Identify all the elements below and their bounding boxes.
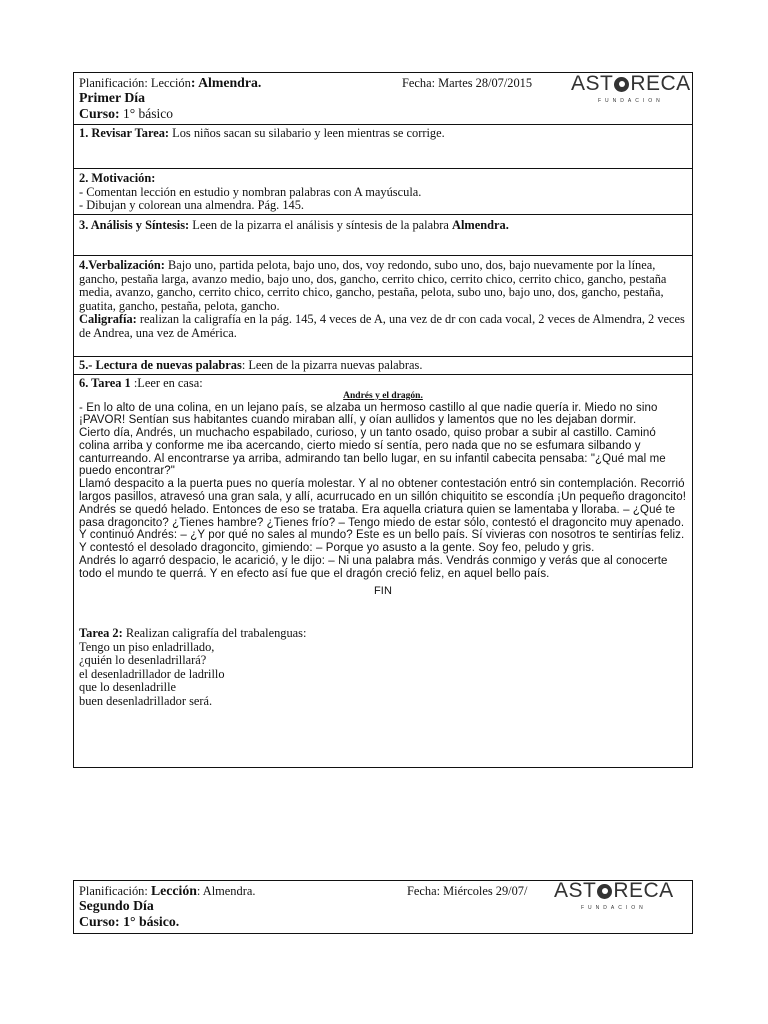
s2-line1: - Comentan lección en estudio y nombran palabras con A mayúscula.: [79, 184, 422, 199]
story-title: Andrés y el dragón.: [343, 390, 423, 401]
plan-label: Planificación: Lección: [79, 76, 191, 90]
s6-text: :Leer en casa:: [130, 376, 203, 390]
story-end: FIN: [373, 584, 393, 597]
t2-line-3: el desenladrillador de ladrillo: [79, 666, 225, 681]
day2-lesson-name: : Almendra.: [196, 884, 256, 898]
s1-label: 1. Revisar Tarea:: [79, 126, 170, 140]
day2-header: [74, 881, 692, 932]
astoreca-logo: AST RECA FUNDACION: [571, 72, 691, 104]
s5-text: : Leen de la pizarra nuevas palabras.: [241, 358, 423, 372]
logo-o-mark-2: [597, 884, 612, 899]
lesson-name: : Almendra.: [190, 75, 262, 90]
section-nuevas-palabras: [74, 357, 692, 375]
s3-bold: Almendra.: [452, 218, 509, 232]
day1-header: [74, 73, 692, 125]
astoreca-logo-2: AST RECA FUNDACION: [552, 881, 674, 916]
s2-line2: - Dibujan y colorean una almendra. Pág. 145.: [79, 198, 305, 212]
s4-cal-text: realizan la caligrafía en la pág. 145, 4 veces de A, una vez de dr con cada vocal, 2 veces de Almendra, 2 veces de Andrea, una vez de América.: [79, 312, 685, 340]
day1-planning-table: [73, 72, 693, 768]
day2-lesson-bold: Lección: [150, 883, 197, 898]
course-label: Curso:: [79, 106, 120, 121]
t2-line-4: que lo desenladrille: [79, 680, 177, 695]
course-value: 1° básico: [119, 106, 174, 121]
day2-course-label: Curso:: [79, 914, 120, 929]
section-revisar-tarea: [74, 125, 692, 169]
t2-line-2: ¿quién lo desenladrillará?: [79, 653, 207, 668]
s4-text: Bajo uno, partida pelota, bajo uno, dos, voy redondo, subo uno, dos, bajo nuevamente por la línea, gancho, pestaña larga, avanzo medio, bajo uno, dos, gancho, cerrito chico, cerrito chico, cerrito chico, gancho, pestaña media, avanzo, gancho, cerrito chico, cerrito chico, gancho, pestaña, pelota, subo uno, bajo uno, dos, gancho, pestaña, guatita, gancho, pestaña, pelota, gancho.: [79, 258, 667, 313]
section-verbalizacion: [74, 256, 692, 357]
s3-label: 3. Análisis y Síntesis:: [79, 218, 190, 232]
s4-cal-label: Caligrafía:: [79, 312, 137, 326]
day2-date: Fecha: Miércoles 29/07/: [407, 884, 528, 898]
day2-plan-label: Planificación:: [79, 884, 148, 898]
day-title: Primer Día: [79, 90, 146, 105]
s1-text: Los niños sacan su silabario y leen mientras se corrige.: [169, 126, 445, 140]
day2-course-value: 1° básico.: [119, 914, 180, 929]
t2-text: Realizan caligrafía del trabalenguas:: [122, 626, 307, 641]
day2-title: Segundo Día: [79, 898, 154, 913]
story-text: - En lo alto de una colina, en un lejano país, se alzaba un hermoso castillo al que nadie quería ir. Miedo no sino ¡PAVOR! Sentían sus habitantes cuando miraban allí, y oían aullidos y lamentos que no les dejaban dormir. Cierto día, Andrés, un muchacho espabilado, curioso, y un tanto osado, quiso probar a subir al castillo. Caminó colina arriba y conforme me iba acercando, cierto miedo sí sentía, pero nada que no se esfumara silbando y canturreando. Al encontrarse ya arriba, admirando tan bello lugar, en su infantil cabecita pensaba: "¿Qué mal me puedo encontrar?" Llamó despacito a la puerta pues no quería molestar. Y al no obtener contestación entró sin contemplación. Recorrió largos pasillos, atravesó una gran sala, y allí, acurrucado en un sillón chiquitito se escondía ¡Un pequeño dragoncito! Andrés se quedó helado. Entonces de eso se trataba. Era aquella criatura quien se lamentaba y lloraba. – ¿Qué te pasa dragoncito? ¿Tienes hambre? ¿Tienes frío? – Tengo miedo de estar sólo, contestó el dragoncito muy apenado. Y continuó Andrés: – ¿Y por qué no sales al mundo? Este es un bello país. Sí vivieras con nosotros te sentirías feliz. Y contestó el desolado dragoncito, gimiendo: – Porque yo asusto a la gente. Soy feo, peludo y gris. Andrés lo agarró despacio, le acarició, y le dijo: – Ni una palabra más. Vendrás conmigo y verás que al conocerte todo el mundo te querrá. Y en efecto así fue que el dragón creció feliz, en aquel bello país.: [79, 401, 687, 580]
section-motivacion: [74, 169, 692, 215]
day2-planning-table: [73, 880, 693, 934]
t2-line-5: buen desenladrillador será.: [79, 693, 213, 708]
s2-label: 2. Motivación:: [79, 171, 156, 185]
logo-o-mark: [614, 77, 629, 92]
t2-label: Tarea 2:: [79, 626, 123, 641]
t2-line-1: Tengo un piso enladrillado,: [79, 639, 215, 654]
s4-label: 4.Verbalización:: [79, 258, 165, 272]
s3-text: Leen de la pizarra el análisis y síntesis de la palabra: [189, 218, 453, 232]
date: Fecha: Martes 28/07/2015: [402, 76, 533, 90]
s6-label: 6. Tarea 1: [79, 376, 131, 390]
section-tarea: [74, 375, 692, 767]
s5-label: 5.- Lectura de nuevas palabras: [79, 358, 242, 372]
section-analisis-sintesis: [74, 215, 692, 256]
